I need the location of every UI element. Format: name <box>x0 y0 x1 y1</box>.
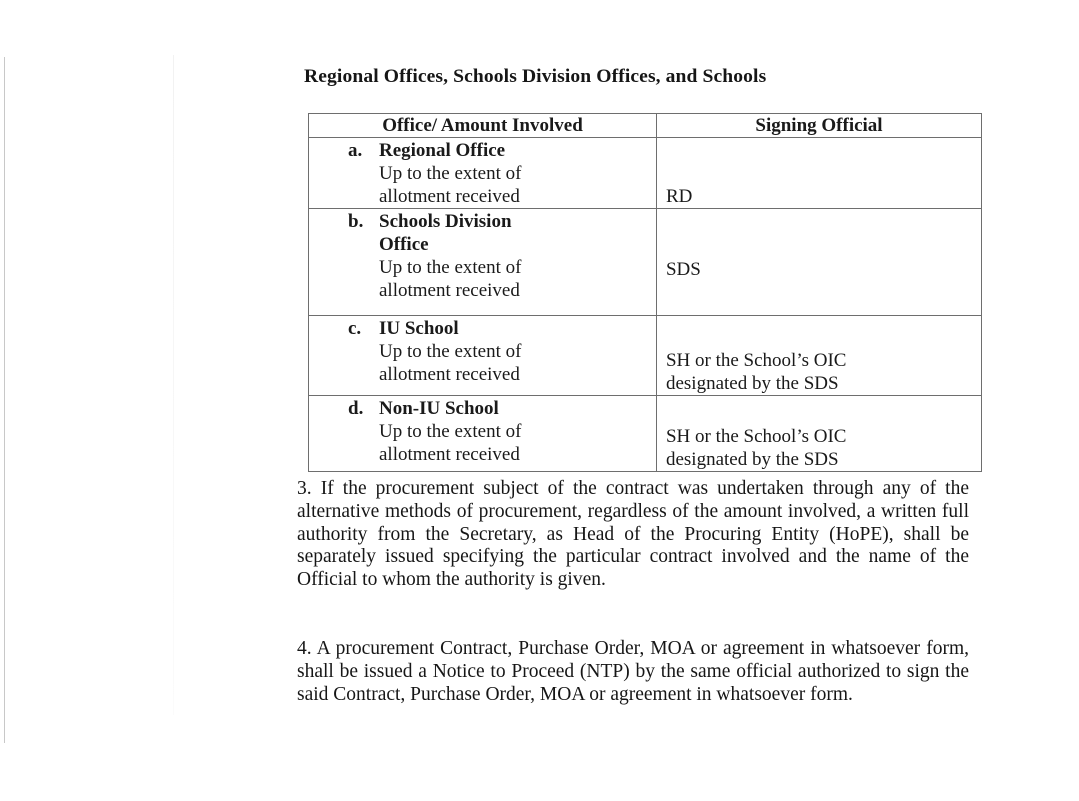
signing-official-cell <box>656 396 981 472</box>
header-signing-official: Signing Official <box>656 114 981 138</box>
amount-involved: Up to the extent of allotment received <box>379 421 522 465</box>
scan-artifact-line <box>173 55 174 715</box>
signing-authority-table <box>308 113 982 472</box>
section-title: Regional Offices, Schools Division Offices, and Schools <box>304 66 767 87</box>
office-name: Schools Division Office <box>379 211 512 255</box>
item-marker: b. <box>348 211 364 232</box>
signing-official-cell: RD <box>656 138 981 209</box>
table-header-row <box>309 114 982 138</box>
signing-official-cell: SDS <box>656 209 981 316</box>
amount-involved: Up to the extent of allotment received <box>379 163 522 207</box>
office-cell <box>309 316 657 396</box>
table-row <box>309 209 982 316</box>
table-row <box>309 316 982 396</box>
office-name: Non-IU School <box>379 398 499 419</box>
table-row <box>309 396 982 472</box>
signing-official-text: SH or the School’s OIC designated by the SDS <box>665 426 847 470</box>
item-marker: a. <box>348 140 363 161</box>
office-name: IU School <box>379 318 459 339</box>
signing-official-cell <box>656 316 981 396</box>
signing-official-text: SH or the School’s OIC designated by the SDS <box>665 350 847 394</box>
page-edge-line <box>4 57 5 743</box>
amount-involved: Up to the extent of allotment received <box>379 341 522 385</box>
paragraph-4: 4. A procurement Contract, Purchase Order, MOA or agreement in whatsoever form, shall be issued a Notice to Proceed (NTP) by the same official authorized to sign the said Contract, Purchase Order, MOA or agreement in whatsoever form. <box>297 638 969 705</box>
office-cell <box>309 209 657 316</box>
office-cell <box>309 138 657 209</box>
table-row <box>309 138 982 209</box>
header-office-amount: Office/ Amount Involved <box>309 114 657 138</box>
amount-involved: Up to the extent of allotment received <box>379 257 522 301</box>
item-marker: c. <box>348 318 362 339</box>
paragraph-3: 3. If the procurement subject of the contract was undertaken through any of the alternative methods of procurement, regardless of the amount involved, a written full authority from the Secretary, as Head of the Procuring Entity (HoPE), shall be separately issued specifying the particular contract involved and the name of the Official to whom the authority is given. <box>297 478 969 591</box>
item-marker: d. <box>348 398 364 419</box>
office-cell <box>309 396 657 472</box>
office-name: Regional Office <box>379 140 506 161</box>
